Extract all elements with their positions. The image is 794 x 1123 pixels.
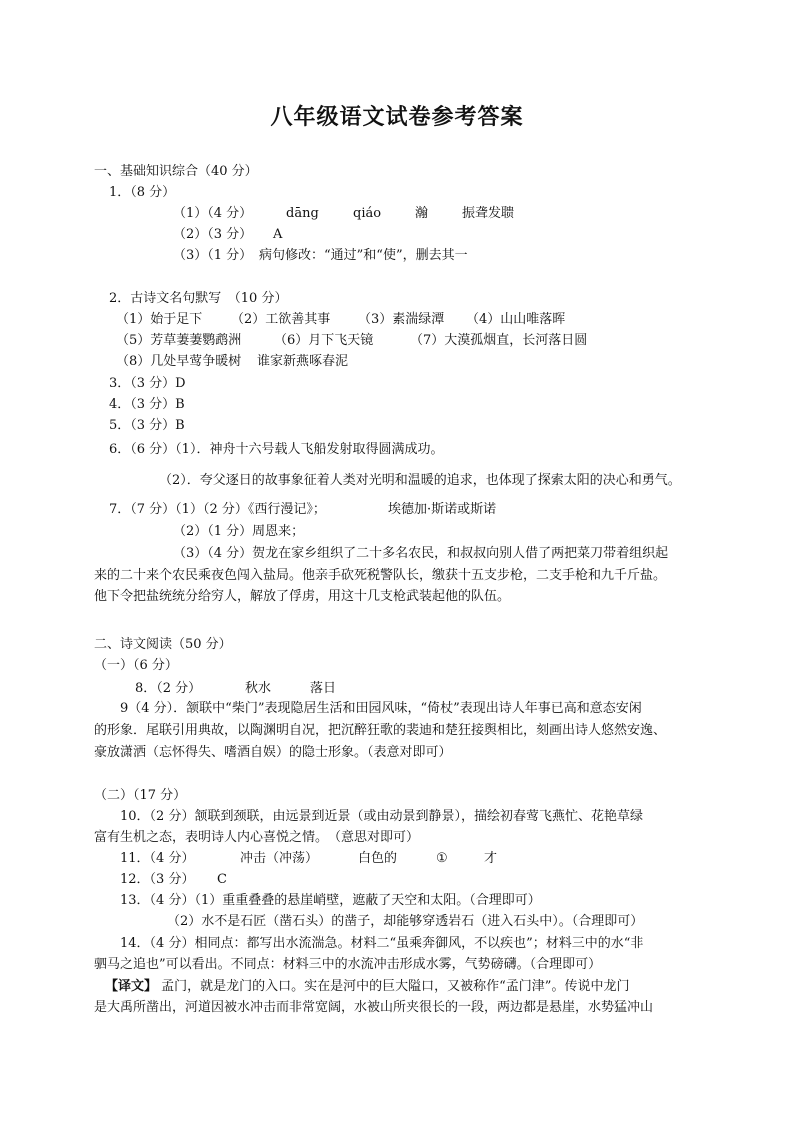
q7-sub3-line1: （3）（4 分）贺龙在家乡组织了二十多名农民，和叔叔向别人借了两把菜刀带着组织起 bbox=[173, 546, 669, 561]
q2-row2-a: （5）芳草萋萋鹦鹉洲 bbox=[116, 333, 242, 348]
q2-row1-c: （3）素湍绿潭 bbox=[358, 312, 445, 327]
q2-row2-b: （6）月下飞天镜 bbox=[274, 333, 374, 348]
q1-sub3-number: （3）（1 分） bbox=[173, 248, 253, 263]
translation-tag: 【译文】 bbox=[105, 979, 158, 994]
q7-sub3-line3: 他下令把盐统统分给穷人，解放了俘虏，用这十几支枪武装起他的队伍。 bbox=[94, 589, 511, 604]
q11-number: 11．（4 分） bbox=[120, 851, 195, 866]
q3-answer: 3．（3 分）D bbox=[109, 376, 186, 391]
q2-row1-b: （2）工欲善其事 bbox=[231, 312, 331, 327]
q1-label: 1．（8 分） bbox=[109, 185, 176, 200]
q2-row3-a: （8）几处早莺争暖树 bbox=[116, 354, 242, 369]
q7-sub1-author: 埃德加·斯诺或斯诺 bbox=[388, 502, 497, 517]
q1-sub3-answer: 病句修改：“通过”和“使”，删去其一 bbox=[259, 248, 468, 263]
q11-answer-c: ① bbox=[436, 851, 448, 866]
translation-line2: 是大禹所凿出，河道因被水冲击而非常宽阔，水被山所夹很长的一段，两边都是悬崖，水势猛冲山 bbox=[94, 1000, 654, 1015]
part1-label: （一）（6 分） bbox=[94, 658, 178, 673]
q2-row1-d: （4）山山唯落晖 bbox=[466, 312, 566, 327]
q1-sub2-answer: A bbox=[273, 227, 283, 242]
q10-line1: 10．（2 分）颔联到颈联，由远景到近景（或由动景到静景），描绘初春莺飞燕忙、花艳草绿 bbox=[120, 809, 643, 824]
part2-label: （二）（17 分） bbox=[94, 788, 187, 803]
q7-sub2: （2）（1 分）周恩来； bbox=[173, 524, 305, 539]
q9-line1: 9（4 分）．颔联中“柴门”表现隐居生活和田园风味，“倚杖”表现出诗人年事已高和意态安闲 bbox=[120, 701, 642, 716]
q11-answer-a: 冲击（冲荡） bbox=[240, 851, 319, 866]
q12-number: 12．（3 分） bbox=[120, 872, 195, 887]
q13-sub1: 13．（4 分）（1）重重叠叠的悬崖峭壁，遮蔽了天空和太阳。（合理即可） bbox=[120, 893, 541, 908]
q1-sub2-number: （2）（3 分） bbox=[173, 227, 253, 242]
section1-heading: 一、基础知识综合（40 分） bbox=[94, 164, 258, 179]
q1-sub1-number: （1）（4 分） bbox=[173, 206, 253, 221]
q1-sub1-answer-a: dāng bbox=[286, 206, 319, 221]
q6-sub2: （2）．夸父逐日的故事象征着人类对光明和温暖的追求，也体现了探索太阳的决心和勇气。 bbox=[159, 473, 681, 488]
q6-sub1: 6．（6 分）（1）．神舟十六号载人飞船发射取得圆满成功。 bbox=[109, 442, 444, 457]
q12-answer: C bbox=[217, 872, 227, 887]
q14-line1: 14．（4 分）相同点：都写出水流湍急。材料二“虽乘奔御风，不以疾也”；材料三中的水“非 bbox=[120, 936, 644, 951]
q2-row2-c: （7）大漠孤烟直，长河落日圆 bbox=[410, 333, 588, 348]
q5-answer: 5．（3 分）B bbox=[109, 418, 185, 433]
q1-sub1-answer-c: 瀚 bbox=[415, 206, 429, 221]
q9-line2: 的形象．尾联引用典故，以陶渊明自况，把沉醉狂歌的裴迪和楚狂接舆相比，刻画出诗人悠然安逸、 bbox=[94, 723, 667, 738]
q8-number: 8．（2 分） bbox=[135, 681, 202, 696]
q1-sub1-answer-b: qiáo bbox=[353, 206, 382, 221]
q7-sub3-line2: 来的二十来个农民乘夜色闯入盐局。他亲手砍死税警队长，缴获十五支步枪，二支手枪和九千斤盐。 bbox=[94, 568, 667, 583]
translation-text-line1: 孟门，就是龙门的入口。实在是河中的巨大隘口，又被称作“孟门津”。传说中龙门 bbox=[157, 979, 630, 994]
q11-answer-b: 白色的 bbox=[358, 851, 398, 866]
q10-line2: 富有生机之态，表明诗人内心喜悦之情。 （意思对即可） bbox=[94, 830, 420, 845]
q13-sub2: （2）水不是石匠（凿石头）的凿子，却能够穿透岩石（进入石头中）。（合理即可） bbox=[167, 914, 644, 929]
q2-row1-a: （1）始于足下 bbox=[116, 312, 203, 327]
q11-answer-d: 才 bbox=[484, 851, 498, 866]
q7-sub1: 7．（7 分）（1）（2 分）《西行漫记》； bbox=[109, 502, 326, 517]
q2-row3-b: 谁家新燕啄春泥 bbox=[257, 354, 349, 369]
q8-answer-b: 落日 bbox=[310, 681, 337, 696]
translation-line1 bbox=[105, 978, 629, 996]
q14-line2: 驷马之追也”可以看出。不同点：材料三中的水流冲击形成水雾，气势磅礴。（合理即可） bbox=[94, 957, 602, 972]
q4-answer: 4．（3 分）B bbox=[109, 397, 185, 412]
section2-heading: 二、诗文阅读（50 分） bbox=[94, 637, 232, 652]
q8-answer-a: 秋水 bbox=[245, 681, 272, 696]
q9-line3: 豪放潇洒（忘怀得失、嗜酒自娱）的隐士形象。（表意对即可） bbox=[94, 745, 452, 760]
page-title: 八年级语文试卷参考答案 bbox=[270, 104, 524, 130]
q1-sub1-answer-d: 振聋发聩 bbox=[462, 206, 515, 221]
q2-label: 2．古诗文名句默写 （10 分） bbox=[109, 291, 288, 306]
